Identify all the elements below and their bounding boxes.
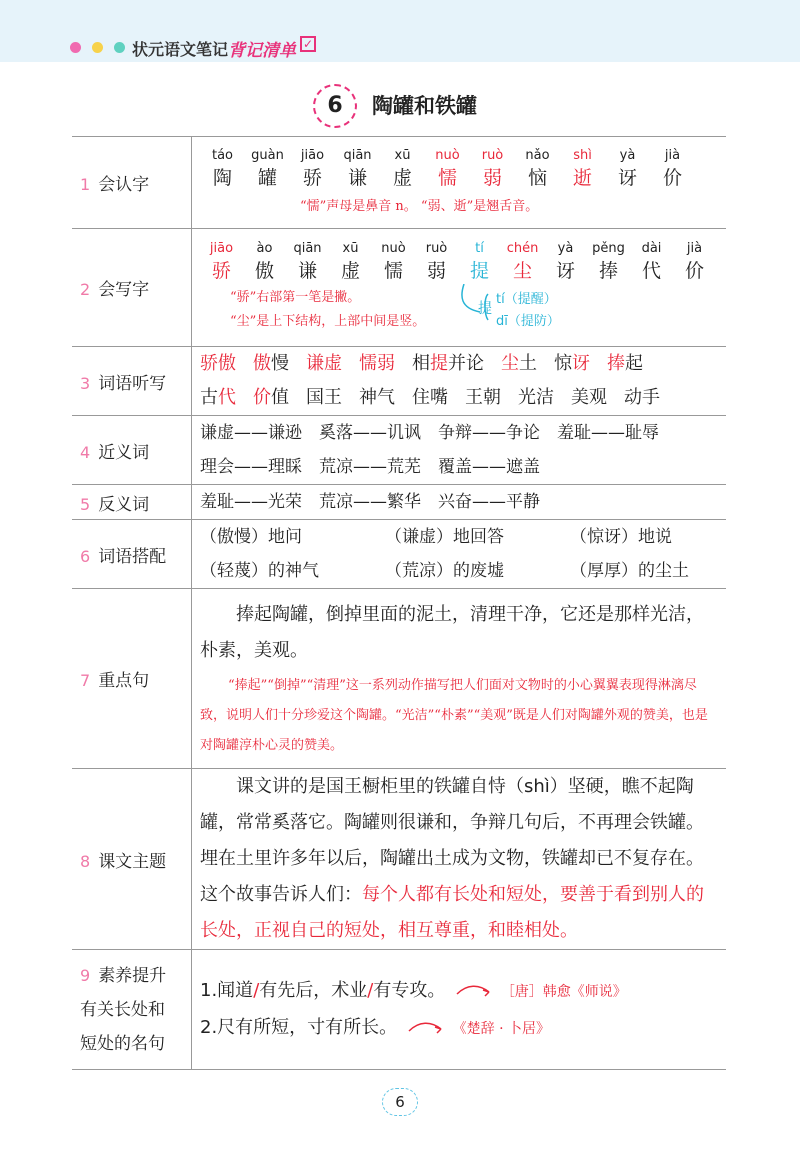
pink-dot-icon (70, 42, 81, 53)
word: 争辩——争论 (438, 423, 540, 443)
char-cell (372, 240, 415, 284)
word: 动手 (624, 387, 660, 408)
section-key-sentence (72, 589, 726, 769)
section-content (192, 589, 727, 769)
char-cell (630, 240, 673, 284)
pinyin: yà (557, 240, 574, 256)
hanzi: 捧 (598, 259, 618, 282)
hanzi: 恼 (527, 166, 547, 189)
char-cell (587, 240, 630, 284)
char-cell (544, 240, 587, 284)
hanzi: 虚 (392, 166, 412, 189)
section-content (192, 485, 727, 520)
hanzi: 陶 (212, 166, 232, 189)
word: 谦虚 (306, 353, 342, 374)
word: 价值 (253, 387, 289, 408)
char-cell (200, 240, 243, 284)
pinyin: xū (394, 147, 411, 163)
word: 骄傲 (200, 353, 236, 374)
pinyin: ruò (481, 147, 504, 163)
word: 惊讶 (554, 353, 590, 374)
word: 傲慢 (253, 353, 289, 374)
section-write-chars (72, 229, 726, 347)
pinyin: tí (475, 240, 484, 256)
word: 捧起 (607, 353, 643, 374)
char-cell (329, 240, 372, 284)
hanzi: 讶 (555, 259, 575, 282)
collocation-item: （傲慢）地问 (200, 527, 302, 547)
poly-reading-1: tí（提醒） (496, 291, 557, 307)
hanzi: 骄 (211, 259, 231, 282)
char-cell (243, 240, 286, 284)
word: 覆盖——遮盖 (438, 457, 540, 477)
hanzi: 谦 (347, 166, 367, 189)
char-cell (458, 240, 501, 284)
word-row (200, 347, 720, 381)
yellow-dot-icon (92, 42, 103, 53)
section-content (192, 416, 727, 485)
pinyin: jiāo (209, 240, 234, 256)
sentence-analysis: “捧起”“倒掉”“清理”这一系列动作描写把人们面对文物时的小心翼翼表现得淋漓尽致，说明人们十分珍爱这个陶罐。“光洁”“朴素”“美观”既是人们对陶罐外观的赞美，也是对陶罐淳朴心灵的赞美。 (200, 677, 708, 753)
quote-1-source: ［唐］韩愈《师说》 (500, 983, 627, 1000)
word-row (200, 450, 720, 484)
pinyin: xū (342, 240, 359, 256)
section-label: 4 近义词 (72, 416, 192, 485)
pronunciation-note: “懦”声母是鼻音 n。 “弱、逝”是翘舌音。 (300, 198, 539, 214)
char-cell (286, 240, 329, 284)
word: 荒凉——荒芜 (319, 457, 421, 477)
hanzi: 代 (641, 259, 661, 282)
word: 光洁 (518, 387, 554, 408)
char-cell (605, 147, 650, 191)
word: 古代 (200, 387, 236, 408)
word: 住嘴 (412, 387, 448, 408)
char-cell (335, 147, 380, 191)
char-cell (425, 147, 470, 191)
word: 国王 (306, 387, 342, 408)
char-cell (515, 147, 560, 191)
section-dictation (72, 347, 726, 416)
section-quotes (72, 950, 726, 1070)
char-cell (290, 147, 335, 191)
pinyin: jià (664, 147, 681, 163)
word: 兴奋——平静 (438, 492, 540, 512)
pinyin: táo (211, 147, 234, 163)
arrow-icon (455, 984, 491, 998)
pinyin: qiān (293, 240, 322, 256)
hanzi: 逝 (572, 166, 592, 189)
brand-subtitle: 背记清单 (228, 41, 296, 61)
word: 王朝 (465, 387, 501, 408)
collocation-item: （轻蔑）的神气 (200, 561, 319, 581)
char-cell (673, 240, 716, 284)
hanzi: 罐 (257, 166, 277, 189)
section-label: 7 重点句 (72, 589, 192, 769)
pinyin: dài (641, 240, 662, 256)
quote-2-source: 《楚辞 · 卜居》 (452, 1020, 551, 1037)
pinyin: nuò (381, 240, 406, 256)
word: 神气 (359, 387, 395, 408)
pinyin: nuò (435, 147, 460, 163)
page-number: 6 (382, 1088, 418, 1116)
section-label: 6 词语搭配 (72, 520, 192, 589)
collocation-item: （惊讶）地说 (570, 527, 672, 547)
section-label: 2 会写字 (72, 229, 192, 347)
pinyin: chén (506, 240, 539, 256)
quote-1: 1.闻道/有先后，术业/有专攻。 ［唐］韩愈《师说》 (200, 979, 627, 1001)
pinyin: ào (256, 240, 273, 256)
hanzi: 提 (469, 259, 489, 282)
brand-name: 状元语文笔记 (132, 40, 229, 59)
pinyin: jiāo (300, 147, 325, 163)
hanzi: 弱 (426, 259, 446, 282)
word: 尘土 (501, 353, 537, 374)
stroke-note: “骄”右部第一笔是撇。 (230, 289, 361, 305)
char-cell (200, 147, 245, 191)
word-row (200, 485, 720, 519)
word: 美观 (571, 387, 607, 408)
char-cell (470, 147, 515, 191)
section-label: 1 会认字 (72, 137, 192, 229)
word: 懦弱 (359, 353, 395, 374)
pinyin: jià (686, 240, 703, 256)
section-recognize-chars (72, 137, 726, 229)
section-content (192, 229, 727, 347)
word: 羞耻——耻辱 (557, 423, 659, 443)
poly-char: 提 (478, 300, 492, 317)
word: 理会——理睬 (200, 457, 302, 477)
green-dot-icon (114, 42, 125, 53)
char-cell (560, 147, 605, 191)
section-content (192, 950, 727, 1070)
poly-reading-2: dī（提防） (496, 313, 560, 329)
hanzi: 傲 (254, 259, 274, 282)
word: 相提并论 (412, 353, 484, 374)
hanzi: 懦 (437, 166, 457, 189)
collocation-item: （厚厚）的尘土 (570, 561, 689, 581)
collocation-grid (200, 520, 720, 588)
pinyin-grid (200, 240, 720, 284)
word-row (200, 416, 720, 450)
section-content (192, 347, 727, 416)
hanzi: 讶 (617, 166, 637, 189)
section-content (192, 769, 727, 950)
pinyin: yà (619, 147, 636, 163)
checkbox-icon: ✓ (300, 36, 316, 52)
pinyin: guàn (251, 147, 284, 163)
structure-note: “尘”是上下结构，上部中间是竖。 (230, 313, 426, 329)
lesson-title: 陶罐和铁罐 (372, 94, 477, 118)
theme-highlight: 每个人都有长处和短处，要善于看到别人的长处，正视自己的短处，相互尊重，和睦相处。 (200, 884, 704, 941)
section-theme (72, 769, 726, 950)
section-label: 3 词语听写 (72, 347, 192, 416)
word-row (200, 381, 720, 415)
hanzi: 懦 (383, 259, 403, 282)
pinyin: qiān (343, 147, 372, 163)
pinyin: nǎo (525, 147, 550, 163)
hanzi: 虚 (340, 259, 360, 282)
hanzi: 价 (662, 166, 682, 189)
collocation-item: （荒凉）的废墟 (385, 561, 504, 581)
collocation-item: （谦虚）地回答 (385, 527, 504, 547)
key-sentence: 捧起陶罐，倒掉里面的泥土，清理干净，它还是那样光洁，朴素，美观。 (200, 603, 704, 661)
section-content (192, 137, 727, 229)
char-cell (501, 240, 544, 284)
quote-2: 2.尺有所短，寸有所长。 《楚辞 · 卜居》 (200, 1016, 551, 1038)
pinyin-grid (200, 147, 720, 191)
hanzi: 弱 (482, 166, 502, 189)
hanzi: 尘 (512, 259, 532, 282)
section-content (192, 520, 727, 589)
word: 羞耻——光荣 (200, 492, 302, 512)
char-cell (650, 147, 695, 191)
hanzi: 骄 (302, 166, 322, 189)
word: 荒凉——繁华 (319, 492, 421, 512)
study-table (72, 136, 726, 1070)
section-collocations (72, 520, 726, 589)
section-antonyms (72, 485, 726, 520)
word: 奚落——讥讽 (319, 423, 421, 443)
pinyin: pěng (592, 240, 625, 256)
char-cell (245, 147, 290, 191)
section-label: 9 素养提升 有关长处和 短处的名句 (72, 950, 192, 1070)
theme-text: 课文讲的是国王橱柜里的铁罐自恃（shì）坚硬，瞧不起陶罐，常常奚落它。陶罐则很谦和，争辩几句后，不再理会铁罐。埋在土里许多年以后，陶罐出土成为文物，铁罐却已不复存在。这个故事告诉人们：每个人都有长处和短处，要善于看到别人的长处，正视自己的短处，相互尊重，和睦相处。 (200, 776, 704, 941)
section-label: 5 反义词 (72, 485, 192, 520)
section-synonyms (72, 416, 726, 485)
char-cell (380, 147, 425, 191)
lesson-number: 6 (313, 84, 357, 128)
hanzi: 谦 (297, 259, 317, 282)
pinyin: ruò (425, 240, 448, 256)
section-label: 8 课文主题 (72, 769, 192, 950)
pinyin: shì (573, 147, 592, 163)
page-header (0, 0, 800, 62)
word: 谦虚——谦逊 (200, 423, 302, 443)
hanzi: 价 (684, 259, 704, 282)
arrow-icon (407, 1021, 443, 1035)
char-cell (415, 240, 458, 284)
